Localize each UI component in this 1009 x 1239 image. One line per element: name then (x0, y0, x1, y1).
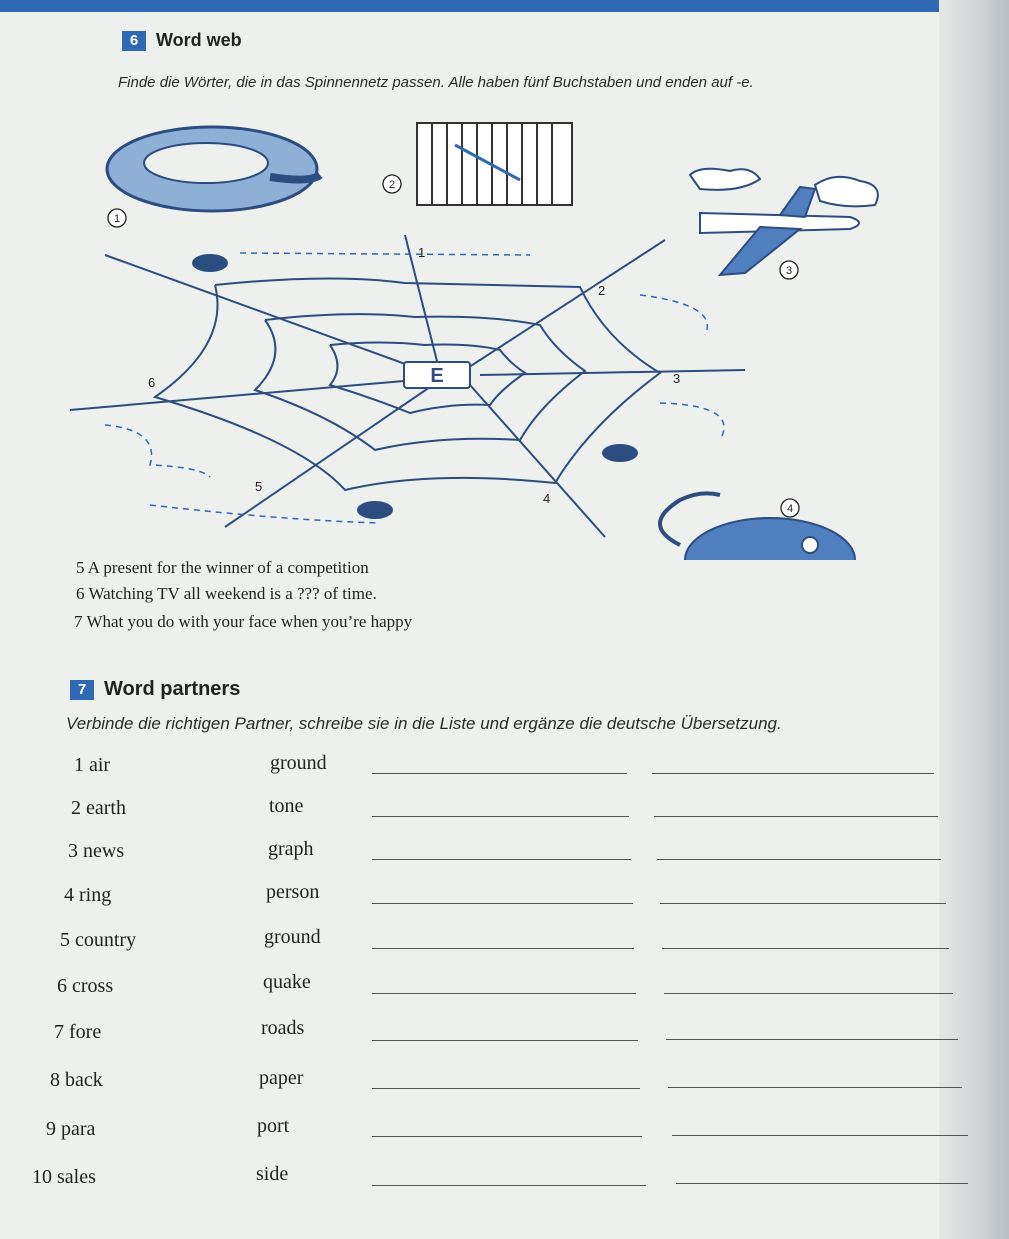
left-word: 4 ring (64, 884, 112, 906)
german-answer-line[interactable] (672, 1135, 968, 1136)
doormat-picture (107, 127, 320, 211)
right-word: paper (259, 1067, 304, 1089)
left-word: 1 air (74, 754, 111, 776)
web-number-2: 2 (598, 283, 606, 298)
right-word: quake (263, 971, 311, 993)
word-partner-row (0, 795, 1009, 835)
right-word: roads (261, 1017, 305, 1039)
web-number-5: 5 (255, 479, 263, 494)
german-answer-line[interactable] (660, 903, 946, 904)
word-partner-row (0, 1065, 1009, 1105)
english-answer-line[interactable] (372, 1136, 642, 1137)
exercise-6-instruction: Finde die Wörter, die in das Spinnennetz passen. Alle haben fünf Buchstaben und enden auf -e. (118, 74, 754, 91)
exercise-7-title: Word partners (104, 678, 241, 700)
web-number-1: 1 (418, 245, 426, 260)
german-answer-line[interactable] (657, 859, 941, 860)
picture-label-3: 3 (785, 265, 793, 277)
web-number-3: 3 (673, 371, 681, 386)
fence-picture (417, 123, 572, 205)
german-answer-line[interactable] (662, 948, 949, 949)
left-word: 3 news (68, 840, 125, 862)
right-word: tone (269, 795, 304, 817)
clue-5: 5 A present for the winner of a competition (76, 558, 369, 577)
exercise-7-instruction: Verbinde die richtigen Partner, schreibe sie in die Liste und ergänze die deutsche Übersetzung. (66, 714, 782, 733)
right-word: port (257, 1115, 290, 1137)
picture-label-4: 4 (786, 503, 794, 515)
right-word: ground (270, 752, 327, 774)
web-number-4: 4 (543, 491, 551, 506)
german-answer-line[interactable] (664, 993, 953, 994)
left-word: 10 sales (32, 1166, 96, 1188)
word-partner-row (0, 971, 1009, 1011)
english-answer-line[interactable] (372, 948, 634, 949)
clue-6: 6 Watching TV all weekend is a ??? of time. (76, 584, 377, 603)
right-word: graph (268, 838, 314, 860)
word-partner-row (0, 881, 1009, 921)
left-word: 2 earth (71, 797, 126, 819)
english-answer-line[interactable] (372, 1040, 638, 1041)
german-answer-line[interactable] (676, 1183, 968, 1184)
german-answer-line[interactable] (654, 816, 938, 817)
english-answer-line[interactable] (372, 993, 636, 994)
exercise-6-header (122, 30, 242, 51)
right-word: person (266, 881, 320, 903)
left-word: 6 cross (57, 975, 114, 997)
exercise-7-header (70, 678, 240, 701)
english-answer-line[interactable] (372, 903, 633, 904)
word-partner-row (0, 926, 1009, 966)
left-word: 7 fore (54, 1021, 102, 1043)
picture-label-1: 1 (113, 213, 121, 225)
spider-web-illustration (0, 105, 900, 560)
german-answer-line[interactable] (668, 1087, 962, 1088)
english-answer-line[interactable] (372, 773, 627, 774)
top-color-band (0, 0, 1009, 12)
clue-7: 7 What you do with your face when you’re happy (74, 612, 413, 631)
center-letter: E (430, 365, 444, 387)
english-answer-line[interactable] (372, 1185, 646, 1186)
english-answer-line[interactable] (372, 859, 631, 860)
airplane-picture (690, 169, 878, 275)
mouse-picture (660, 493, 855, 560)
german-answer-line[interactable] (652, 773, 934, 774)
word-partner-row (0, 1113, 1009, 1153)
exercise-6-title: Word web (156, 30, 242, 50)
word-partner-row (0, 1017, 1009, 1057)
english-answer-line[interactable] (372, 816, 629, 817)
word-partner-row (0, 752, 1009, 792)
exercise-7-number: 7 (70, 680, 94, 700)
left-word: 8 back (50, 1069, 103, 1091)
english-answer-line[interactable] (372, 1088, 640, 1089)
left-word: 5 country (60, 929, 137, 951)
picture-label-2: 2 (388, 179, 396, 191)
web-number-6: 6 (148, 375, 156, 390)
german-answer-line[interactable] (666, 1039, 958, 1040)
word-partner-row (0, 838, 1009, 878)
right-word: side (256, 1163, 289, 1185)
word-partner-row (0, 1161, 1009, 1201)
right-word: ground (264, 926, 321, 948)
exercise-6-number: 6 (122, 31, 146, 51)
left-word: 9 para (46, 1118, 96, 1140)
